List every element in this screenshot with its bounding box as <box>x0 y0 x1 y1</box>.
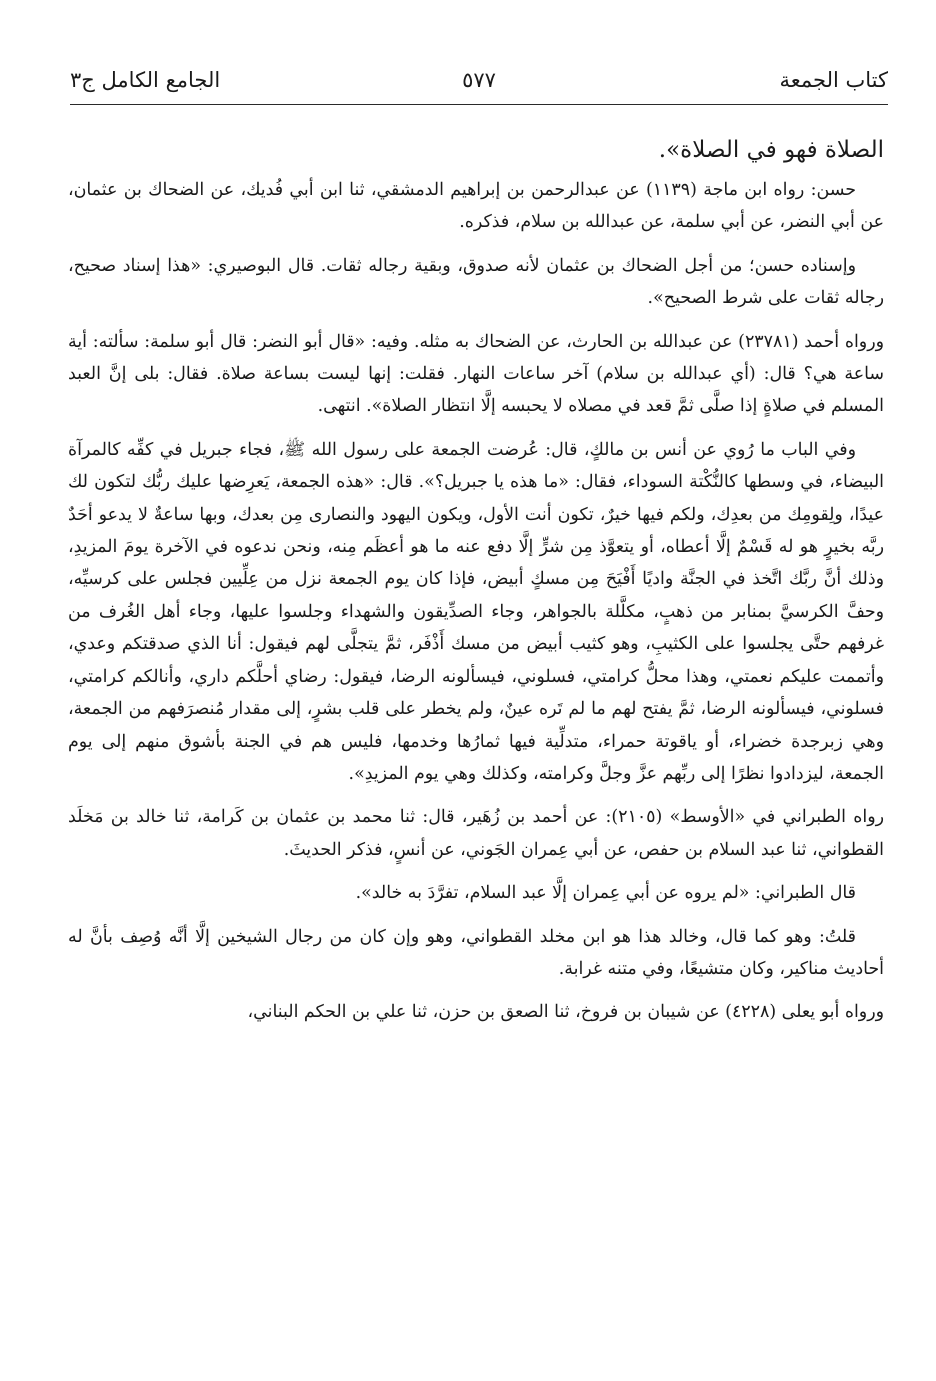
paragraph-ahmad-narration: ورواه أحمد (٢٣٧٨١) عن عبدالله بن الحارث، عن الضحاك به مثله. وفيه: «قال أبو النضر: قال أبو سلمة: سألته: أية ساعة هي؟ قال: (أي عبدالله بن سلام) آخر ساعات النهار. فقلت: إنها ليست بساعة صلاة. فقال: بلى إنَّ العبد المسلم في صلاةٍ إذا صلَّى ثمَّ قعد في مصلاه لا يحبسه إلَّا انتظار الصلاة». انتهى. <box>68 331 884 417</box>
paragraph-hadith-end: الصلاة فهو في الصلاة». <box>658 137 884 163</box>
paragraph-abu-yala: ورواه أبو يعلى (٤٢٢٨) عن شيبان بن فروخ، ثنا الصعق بن حزن، ثنا علي بن الحكم البناني، <box>247 1002 884 1023</box>
page-header <box>70 62 888 102</box>
paragraph-anas-hadith: وفي الباب ما رُوي عن أنس بن مالكٍ، قال: عُرضت الجمعة على رسول الله ﷺ، فجاء جبريل في كفِّه كالمرآة البيضاء، في وسطها كالنُّكْتة السوداء، فقال: «ما هذه يا جبريل؟». قال: «هذه الجمعة، يَعرِضها عليك ربُّك لتكون لك عيدًا، ولِقومِك من بعدِك، ولكم فيها خيرٌ، تكون أنت الأول، ويكون اليهود والنصارى مِن بعدك، وبها ساعةٌ لا يدعو أحَدٌ ربَّه بخيرٍ هو له قَسْمٌ إلَّا أعطاه، أو يتعوَّذ مِن شرٍّ إلَّا دفع عنه ما هو أعظَم مِنه، ونحن ندعوه في الآخرة يومَ المزيدِ، وذلك أنَّ ربَّك اتَّخذ في الجنَّة واديًا أَفْيَحَ مِن مسكٍ أبيض، فإذا كان يوم الجمعة نزل من عِلِّيين فجلس على كرسيِّه، وحفَّ الكرسيَّ بمنابر من ذهبٍ، مكلَّلة بالجواهر، وجاء الصدِّيقون والشهداء وجلسوا عليها، وجاء أهل الغُرف من غرفهم حتَّى يجلسوا على الكثيبِ، وهو كثيب أبيض من مسك أَذْفَر، ثمَّ يتجلَّى لهم فيقول: أنا الذي صدقتكم وعدي، وأتممت عليكم نعمتي، وهذا محلُّ كرامتي، فسلوني، فيسألونه الرضا، فيقول: رضاي أحلَّكم داري، وأنالكم كرامتي، فسلوني، فيسألونه الرضا، ثمَّ يفتح لهم ما لم تَره عينٌ، ولم يخطر على قلب بشرٍ، إلى مقدار مُنصرَفهم من الجمعة، وهي زبرجدة خضراء، أو ياقوتة حمراء، متدلِّية فيها ثمارُها وخدمها، فليس هم في الجنة بأشوق منهم إلى يوم الجمعة، ليزدادوا نظرًا إلى ربِّهم عزَّ وجلَّ وكرامته، وكذلك وهي يوم المزيدِ». <box>68 439 884 784</box>
page-body <box>68 132 884 1040</box>
chapter-title: كتاب الجمعة <box>779 68 888 92</box>
page-number: ٥٧٧ <box>462 68 496 92</box>
paragraph-tabarani: رواه الطبراني في «الأوسط» (٢١٠٥): عن أحمد بن زُهَير، قال: ثنا محمد بن عثمان بن كَرامة، ثنا خالد بن مَخلَد القطواني، ثنا عبد السلام بن حفص، عن أبي عِمران الجَوني، عن أنسٍ، فذكر الحديثَ. <box>68 807 884 860</box>
paragraph-takhrij-ibn-majah: حسن: رواه ابن ماجة (١١٣٩) عن عبدالرحمن بن إبراهيم الدمشقي، ثنا ابن أبي فُديك، عن الضحاك بن عثمان، عن أبي النضر، عن أبي سلمة، عن عبدالله بن سلام، فذكره. <box>68 180 884 233</box>
paragraph-author-comment: قلتُ: وهو كما قال، وخالد هذا هو ابن مخلد القطواني، وهو وإن كان من رجال الشيخين إلَّا أنَّه وُصِف بأنَّ له أحاديث مناكير، وكان متشيعًا، وفي متنه غرابة. <box>68 926 884 979</box>
book-title: الجامع الكامل ج٣ <box>70 68 221 92</box>
paragraph-tabarani-quote: قال الطبراني: «لم يروه عن أبي عِمران إلَّا عبد السلام، تفرَّدَ به خالد». <box>355 883 856 904</box>
paragraph-isnad-grading: وإسناده حسن؛ من أجل الضحاك بن عثمان لأنه صدوق، وبقية رجاله ثقات. قال البوصيري: «هذا إسناد صحيح، رجاله ثقات على شرط الصحيح». <box>68 255 884 309</box>
header-rule <box>70 104 888 105</box>
